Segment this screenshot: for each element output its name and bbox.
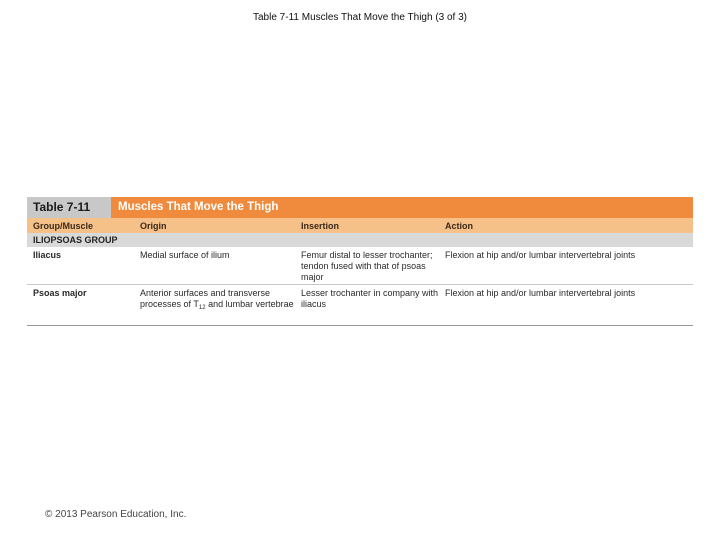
cell-muscle: Iliacus xyxy=(33,250,62,260)
table-header-bar xyxy=(27,197,693,218)
column-header-group-muscle: Group/Muscle xyxy=(33,220,94,231)
cell-origin xyxy=(140,288,301,325)
table-number: Table 7-11 xyxy=(27,197,111,218)
column-header-row xyxy=(27,218,693,233)
cell-origin: Medial surface of ilium xyxy=(140,250,230,260)
origin-text-pre: Anterior surfaces and transverse processes of T xyxy=(140,288,271,309)
origin-text-post: and lumbar vertebrae xyxy=(205,299,294,309)
cell-insertion: Lesser trochanter in company with iliacus xyxy=(301,288,439,309)
column-header-insertion: Insertion xyxy=(301,220,340,231)
origin-subscript: 12 xyxy=(198,305,206,311)
column-header-origin: Origin xyxy=(140,220,167,231)
slide-title: Table 7-11 Muscles That Move the Thigh (3 of 3) xyxy=(253,12,467,23)
cell-action: Flexion at hip and/or lumbar intervertebral joints xyxy=(445,250,636,260)
table-title: Muscles That Move the Thigh xyxy=(118,201,279,213)
table-row xyxy=(27,247,693,285)
cell-action: Flexion at hip and/or lumbar intervertebral joints xyxy=(445,288,636,298)
muscle-table xyxy=(27,197,693,326)
column-header-action: Action xyxy=(445,220,473,231)
table-row xyxy=(27,285,693,326)
cell-insertion: Femur distal to lesser trochanter; tendon fused with that of psoas major xyxy=(301,250,433,282)
copyright-footer: © 2013 Pearson Education, Inc. xyxy=(45,509,187,520)
group-row-iliopsoas: ILIOPSOAS GROUP xyxy=(27,233,693,247)
cell-muscle: Psoas major xyxy=(33,288,87,298)
